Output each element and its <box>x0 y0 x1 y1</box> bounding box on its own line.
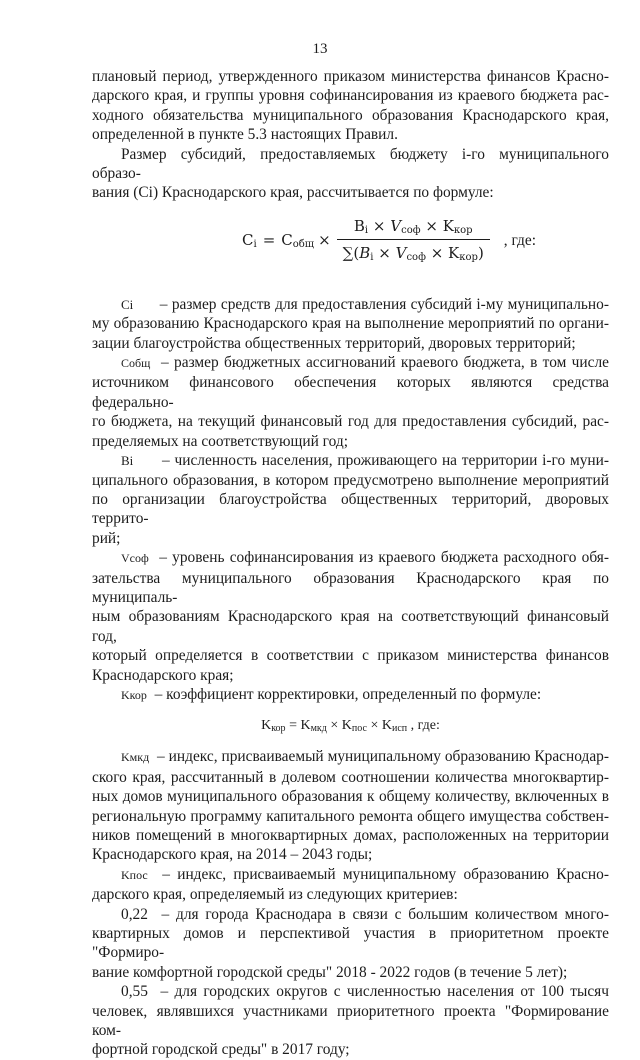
term-value-055: 0,55 <box>121 983 148 1001</box>
text-line: дарского края, определяемый из следующих критериев: <box>92 886 458 904</box>
text-line: Kпос – индекс, присваиваемый муниципальному образованию Красно- <box>121 865 609 883</box>
formula-numerator: $B_i \times V_{соф} \times K_{кор}$ <box>353 216 473 236</box>
page-number: 13 <box>312 41 328 57</box>
term-v-sof: Vсоф <box>121 551 149 566</box>
formula-lhs: $C_i$ <box>242 230 257 250</box>
term-bi: Bi <box>121 453 134 469</box>
formula-denominator: $\sum(B_i \times V_{соф} \times K_{кор})$ <box>342 244 484 264</box>
text-line: ского края, рассчитанный в долевом соотношении количества многоквартир- <box>92 768 609 786</box>
formula-subsidy <box>92 209 609 283</box>
text-line: Ci – размер средств для предоставления субсидий i-му муниципально- <box>121 295 609 313</box>
text-line: 0,55 – для городских округов с численностью населения от 100 тысяч <box>121 983 609 1001</box>
definition-k-kor <box>92 685 609 705</box>
definition-c-obsh <box>92 353 609 451</box>
text-line: Размер субсидий, предоставляемых бюджету i-го муниципального образо- <box>92 145 609 183</box>
criterion-022 <box>92 905 609 983</box>
paragraph-planned-period <box>92 67 609 145</box>
text-line: фортной городской среды" в 2017 году; <box>92 1041 350 1059</box>
text-line: который определяется в соответствии с приказом министерства финансов <box>92 647 609 665</box>
text-line: Kкор – коэффициент корректировки, определенный по формуле: <box>121 685 542 703</box>
text-line: региональную программу капитального ремонта общего имущества собствен- <box>92 807 609 825</box>
text-line: Краснодарского края; <box>92 666 234 684</box>
text-line: зательства муниципального образования Краснодарского края по муниципаль- <box>92 569 609 606</box>
term-value-022: 0,22 <box>121 905 148 923</box>
text-line: ходного обязательства муниципального образования Краснодарского края, <box>92 106 609 124</box>
text-line: Bi – численность населения, проживающего на территории i-го муни- <box>121 452 609 470</box>
text-line: зации благоустройства общественных территорий, дворовых территорий; <box>92 334 576 352</box>
term-c-obsh: Cобщ <box>121 356 151 371</box>
text-line: определенной в пункте 5.3 настоящих Правил. <box>92 126 398 144</box>
text-line: ников помещений в многоквартирных домах, расположенных на территории <box>92 827 609 844</box>
formula-equals: = <box>262 230 276 249</box>
formula-suffix: , где: <box>503 231 536 249</box>
text-line: вание комфортной городской среды" 2018 - 2022 годов (в течение 5 лет); <box>92 963 568 981</box>
text-line: Cобщ – размер бюджетных ассигнований краевого бюджета, в том числе <box>121 354 609 372</box>
text-line: Vсоф – уровень софинансирования из краевого бюджета расходного обя- <box>121 549 609 567</box>
text-line: плановый период, утвержденного приказом министерства финансов Красно- <box>92 68 609 85</box>
criterion-055 <box>92 982 609 1060</box>
text-line: дарского края, и группы уровня софинансирования из краевого бюджета рас- <box>92 87 609 105</box>
definition-ci <box>92 295 609 353</box>
definition-k-pos <box>92 865 609 905</box>
text-line: источником финансового обеспечения которых являются средства федерально- <box>92 374 609 411</box>
text-line: Краснодарского края, на 2014 – 2043 годы; <box>92 846 373 864</box>
text-line: ципального образования, в котором предусмотрено выполнение мероприятий <box>92 471 609 489</box>
text-line: человек, являвшихся участниками приоритетного проекта "Формирование ком- <box>92 1002 609 1040</box>
definition-v-sof <box>92 548 609 685</box>
term-k-mkd: Kмкд <box>121 750 150 765</box>
definition-bi <box>92 451 609 548</box>
term-ci: Ci <box>121 296 134 312</box>
text-line: ных домов муниципального образования к общему количеству, включенных в <box>92 788 609 806</box>
text-line: му образованию Краснодарского края на выполнение мероприятий по органи- <box>92 315 609 333</box>
definition-k-mkd <box>92 747 609 864</box>
text-line: Kмкд – индекс, присваиваемый муниципальному образованию Краснодар- <box>121 748 609 766</box>
term-k-pos: Kпос <box>121 867 148 882</box>
paragraph-subsidy-size <box>92 145 609 203</box>
text-line: квартирных домов и перспективой участия в приоритетном проекте "Формиро- <box>92 925 609 962</box>
text-line: вания (Ci) Краснодарского края, рассчитывается по формуле: <box>92 184 494 202</box>
text-line: 0,22 – для города Краснодара в связи с большим количеством много- <box>121 905 609 923</box>
text-line: рий; <box>92 529 121 547</box>
text-line: пределяемых на соответствующий год; <box>92 432 348 450</box>
text-line: по организации благоустройства общественных территорий, дворовых террито- <box>92 490 609 528</box>
formula-c-obsh: $C_{общ}$ <box>281 230 315 250</box>
term-k-kor: Kкор <box>121 687 147 702</box>
formula-fraction <box>337 217 490 264</box>
formula-k-kor: $K_{кор} = K_{мкд} \times K_{пос} \times K_{исп}$ , где: <box>261 718 440 735</box>
text-line: ным образованиям Краснодарского края на соответствующий финансовый год, <box>92 608 609 645</box>
formula-times: × <box>318 230 331 249</box>
body-text <box>92 67 609 1060</box>
text-line: го бюджета, на текущий финансовый год для предоставления субсидий, рас- <box>92 413 609 431</box>
